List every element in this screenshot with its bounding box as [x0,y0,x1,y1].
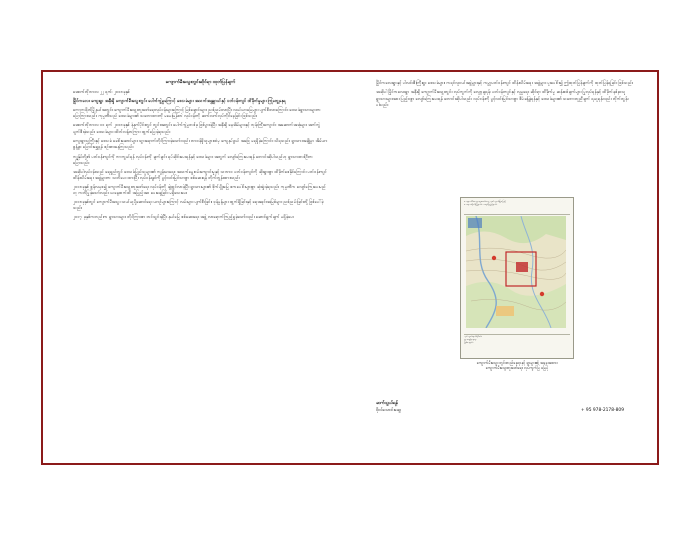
paragraph-1: ကော့ကရိတ်မြို့နယ်အတွင်း ကျောက်မီးသွေးတူးဖော်ရေးလုပ်ငန်းများကြောင့် မြစ်ချောင်းများ ညစ်ညမ်းလာပြီး လယ်ယာမြေများ ပျက်စီးလာကြောင်း ဒေသခံရွာသားများက ပြောကြားသည်။ ကုမ္ပဏီသည် ဒေသခံများ၏ သဘောထားကို မမေးမြန်းဘဲ လုပ်ငန်းကို ဆက်လက်လုပ်ကိုင်နေခြင်း ဖြစ်သည်။ [73,106,322,119]
legend-item-3: မြစ်ချောင်း [464,341,474,345]
right-paragraph-1: မြိုင်ကလေးရွာနှင့် ပါလင်းစီးကြီးရွာ ဒေသခံများ၊ ကရင်လူငယ်အဖွဲ့များနှင့် ကမ္ဘာ့ပတ်ဝန်းကျင် ထိန်းသိမ်းရေး အဖွဲ့များ ပူးပေါင်း၍ ဤထုတ်ပြန်ချက်ကို ထုတ်ပြန်ရခြင်း ဖြစ်သည်။ [376,80,634,85]
contact-heading: ဆက်သွယ်ရန် [376,401,398,406]
map-header-line-1: ကျောက်မီးသွေးတူးဖော်ရေး လုပ်ကွက်ပြမြေပုံ [464,200,506,203]
farmland-area [496,306,514,316]
document-title: ကျောက်မီးသွေးတွင်းဆိုင်ရာ ထုတ်ပြန်ချက် [165,80,236,85]
date-line: အောက်တိုဘာလ ၂၂ ရက်၊ ၂၀၁၈ခုနှစ် [73,89,130,95]
legend-item-2: ရွာတည်နေရာ [464,338,477,342]
paragraph-3: ကျေးရွာသူကြီးနှင့် ဒေသခံ ခေါင်းဆောင်များ သွားရောက်တိုင်ကြားခဲ့သော်လည်း တာဝန်ရှိသူများထံမှ ကျေနပ်ဖွယ် အဖြေ မရရှိခဲ့ကြောင်း သိရသည်။ ရွာသားအချို့မှာ အိမ်ယာ စွန့်ခွာ ပြောင်းရွှေ့ရန် စဉ်းစားနေကြသည်။ [73,138,328,150]
map-header [464,200,570,215]
document-frame [41,70,659,465]
mining-pit [516,262,528,272]
left-column [73,80,328,223]
map-caption-line-1: ကျောက်မီးသွေး တွင်းတည်နေရာနှင့် ရွာများ၏ အနေအထား [476,360,558,365]
contact-phone[interactable]: + 95 978-2178-809 [580,408,624,413]
paragraph-7: ၂၀၁၈ခုနှစ်တွင် ကျောက်မီးသွေး သယ်ယူပို့ဆောင်ရေး ယာဉ်များကြောင့် လမ်းများ ပျက်စီးခြင်း၊ ဖုန်မှုန့်များ ထွက်ရှိခြင်းနှင့် ရေအရင်းအမြစ်များ ညစ်ညမ်းခြင်းတို့ ဖြစ်ပေါ်ခဲ့သည်။ [73,198,324,210]
inset-map [468,218,482,228]
legend-item-1: လုပ်ကွက်နယ်နိမိတ် [464,335,482,338]
contact-name: ဗိုလ်သောင်းဆွေ [376,408,401,413]
map-drawing [466,216,566,328]
paragraph-8: ၂၀၁၇ ခုနှစ်ကတည်းက ရွာသားများ တိုင်ကြားစာ တင်သွင်းခဲ့ပြီး နယ်မြေ စစ်ဆေးရေး အဖွဲ့ လာရောက်ကြည့်ရှုခဲ့သော်လည်း ဆောင်ရွက်ချက် မရှိခဲ့ပေ။ [73,213,295,219]
contact-block [376,400,634,414]
right-column [376,80,634,413]
paragraph-5: အဆိုပါလုပ်ငန်းသည် ရေရှည်တွင် ဒေသခံပြည်သူများ၏ ကျန်းမာရေး၊ အသက်မွေးဝမ်းကျောင်းမှုနှင့် သဘာဝ ပတ်ဝန်းကျင်ကို ဆိုးရွားစွာ ထိခိုက်စေနိုင်ကြောင်း ပတ်ဝန်းကျင် ထိန်းသိမ်းရေး အဖွဲ့များက သတိပေး ထားပြီး လုပ်ငန်းခွင်ကို ပွင့်လင်းမြင်သာစွာ စစ်ဆေးရန် တိုက်တွန်းထားသည်။ [73,169,327,181]
map-caption-line-2: ကျောက်မီးသွေးတူးဖော်ရေး လုပ်ကွက်ပြ မြေပုံ [485,365,549,371]
village-marker-2 [540,292,544,296]
right-paragraph-2: အဆိုပါ မြိုင်ကလေးရွာ အနီးရှိ ကျောက်မီးသွေးတွင်း လုပ်ကွက်ကို လျှော့ချရန်၊ ပတ်ဝန်းကျင်နှင့် လူမှုရေး ဆိုင်ရာ ထိခိုက်မှု ဆန်းစစ်ချက်များ ပြုလုပ်ရန်နှင့် ထိခိုက်နစ်နာသူ ရွာသားများအား ပြည့်ဝစွာ လျော်ကြေးပေးရန် တောင်းဆိုပါသည်။ လုပ်ငန်းကို ပွင့်လင်းမြင်သာစွာ စီမံခန့်ခွဲရန်နှင့် ဒေသခံများ၏ သဘောတူညီချက် ရယူရန်လည်း တိုက်တွန်းပါသည်။ [376,89,629,107]
paragraph-6: ၂၀၁၈ခုနှစ် ဇွန်လမှစ၍ ကျောက်မီးသွေးတူးဖော်ရေး လုပ်ငန်းကို ချဲ့ထွင်လာခဲ့ပြီး ရွာသားများ၏ စိုက်ပျိုးမြေ ဧကပေါင်းများစွာ ဆုံးရှုံးခဲ့ရသည်။ ကုမ္ပဏီက လျော်ကြေးပေးမည်ဟု ကတိပြုခဲ့သော်လည်း ယနေ့ထက်ထိ အပြည့်အဝ ပေးချေခြင်း မရှိသေးပေ။ [73,184,326,195]
village-marker-1 [492,256,496,260]
paragraph-2: အောက်တိုဘာလ ၁၁ ရက် ၂၀၁၈ခုနှစ် နံနက်ပိုင်းတွင် တွင်းအတွင်း ပေါက်ကွဲမှုတစ်ခု ဖြစ်ပွားခဲ့ပြီး အနီးရှိ နေအိမ်များနှင့် ဘုန်းကြီးကျောင်း အဆောက်အအုံများ အက်ကွဲ ပျက်စီးခဲ့သည်။ ဒေသခံများ ထိတ်လန့်တကြား ထွက်ပြေးခဲ့ရသည်။ [73,122,321,134]
map-header-line-2: ကော့ကရိတ်မြို့နယ်၊ ကရင်ပြည်နယ် [464,203,497,207]
map-caption [432,360,602,371]
map-image [460,197,574,359]
headline: မြိုင်ကလေး ကျေးရွာ အနီးရှိ ကျောက်မီးသွေးတွင်း ပေါက်ကွဲမှုကြောင့် ဒေသခံများ အသက်အန္တရာယ်နှင့် ပတ်ဝန်းကျင် ထိခိုက်မှုများ ကြုံတွေ့နေရ [73,97,286,103]
paragraph-4: ကျွန်ုပ်တို့၏ ပတ်ဝန်းကျင်ကို ကာကွယ်ရန် လုပ်ငန်းကို ချက်ချင်း ရပ်ဆိုင်းပေးရန်နှင့် ဒေသခံများ အတွက် လျော်ကြေးပေးရန် တောင်းဆိုပါသည်ဟု ရွာသားတစ်ဦးက ပြောသည်။ [73,153,314,165]
map-legend [464,334,570,355]
